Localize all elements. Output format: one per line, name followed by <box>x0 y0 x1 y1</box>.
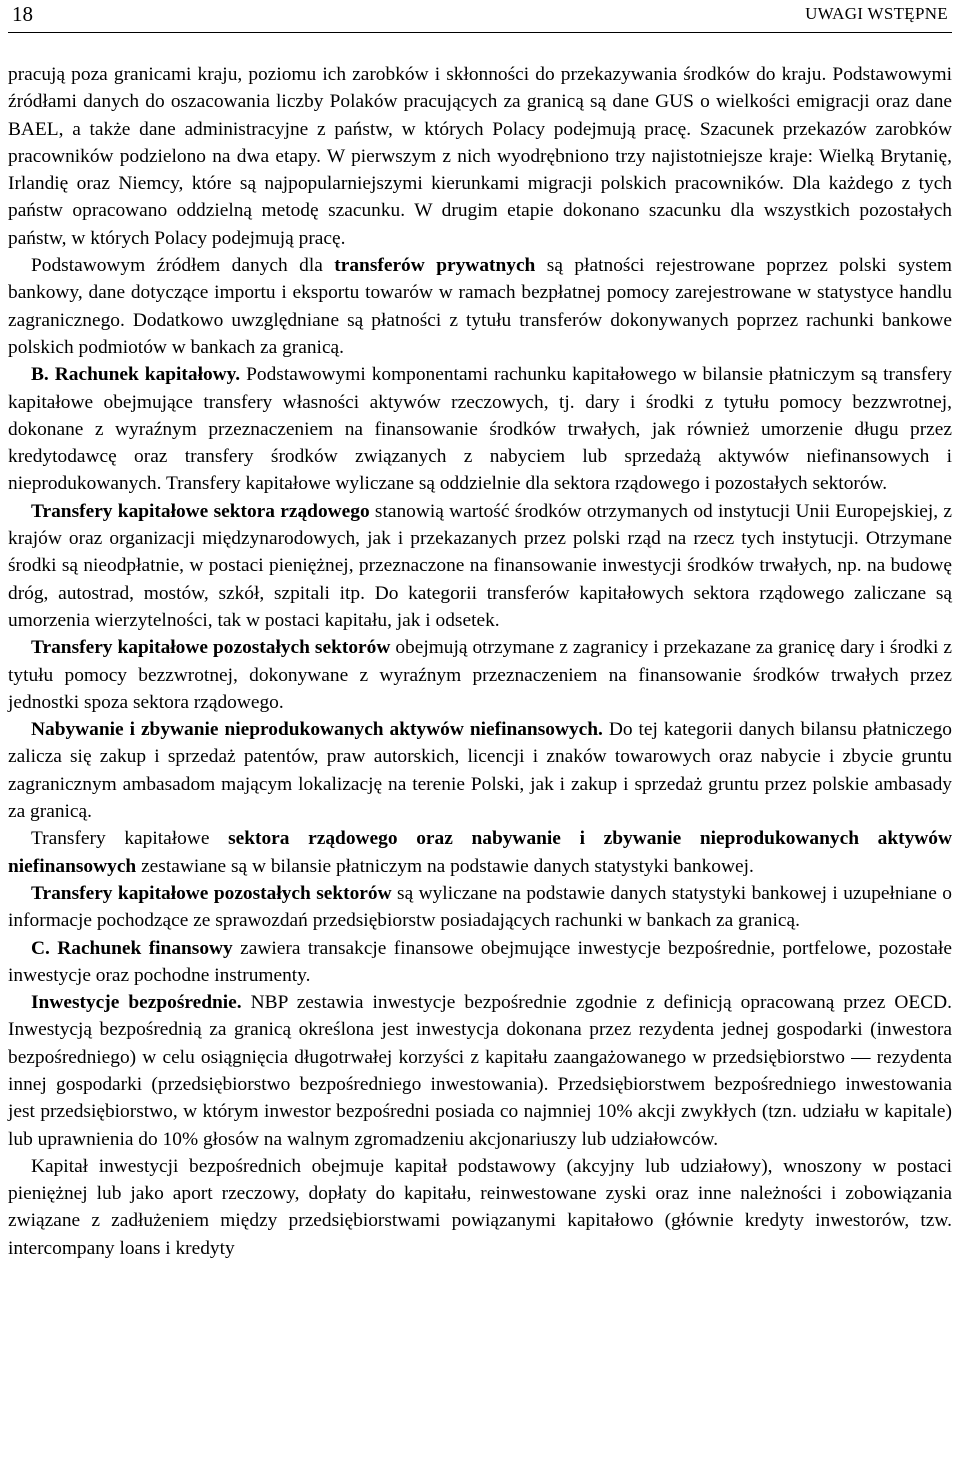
page-header <box>8 0 952 33</box>
paragraph <box>8 61 952 252</box>
text-run: zawiera transakcje finansowe obejmujące inwestycje bezpośrednie, portfelowe, pozostałe inwestycje oraz pochodne instrumenty. <box>8 937 952 986</box>
bold-text: Nabywanie i zbywanie nieprodukowanych aktywów niefinansowych. <box>31 719 603 741</box>
text-run: Podstawowymi komponentami rachunku kapitałowego w bilansie płatniczym są transfery kapitałowe obejmujące transfery własności aktywów rzeczowych, tj. dary i środki z tytułu pomocy bezzwrotnej, dokonane z wyraźnym przeznaczeniem na finansowanie środków trwałych, jak również umorzenie długu przez kredytodawcę oraz transfery środków związanych z nabyciem lub sprzedażą aktywów niefinansowych i nieprodukowanych. Transfery kapitałowe wyliczane są oddzielnie dla sektora rządowego i pozostałych sektorów. <box>8 364 953 495</box>
text-run: Do tej kategorii danych bilansu płatniczego zalicza się zakup i sprzedaż patentów, praw autorskich, licencji i znaków towarowych oraz nabycie i zbycie gruntu zagranicznym ambasadom mającym lokalizację na terenie Polski, jak i zakup i sprzedaż gruntu przez polskie ambasady za granicą. <box>8 719 952 823</box>
bold-text: sektora rządowego oraz nabywanie i zbywanie nieprodukowanych aktywów niefinansowych <box>8 828 952 877</box>
bold-text: Transfery kapitałowe pozostałych sektorów <box>31 882 392 904</box>
bold-text: Inwestycje bezpośrednie. <box>31 992 242 1014</box>
text-run: NBP zestawia inwestycje bezpośrednie zgodnie z definicją opracowaną przez OECD. Inwestycją bezpośrednią za granicą określona jest inwestycja dokonana przez rezydenta jednej gospodarki (inwestora bezpośredniego) w celu osiągnięcia długotrwałej korzyści z kapitału zaangażowanego w przedsiębiorstwo — rezydenta innej gospodarki (przedsiębiorstwo bezpośredniego inwestowania). Przedsiębiorstwem bezpośredniego inwestowania jest przedsiębiorstwo, w którym inwestor bezpośredni posiada co najmniej 10% akcji zwykłych (tzn. udziału w kapitale) lub uprawnienia do 10% głosów na walnym zgromadzeniu akcjonariuszy lub udziałowców. <box>8 992 952 1150</box>
bold-text: transferów prywatnych <box>334 255 536 277</box>
text-run: Transfery kapitałowe <box>31 828 229 850</box>
paragraph <box>8 716 952 825</box>
text-run: są wyliczane na podstawie danych statystyki bankowej i uzupełniane o informacje pochodzące ze sprawozdań przedsiębiorstw posiadających rachunki w bankach za granicą. <box>8 882 952 932</box>
text-run: Kapitał inwestycji bezpośrednich obejmuje kapitał podstawowy (akcyjny lub udziałowy), wnoszony w postaci pieniężnej lub jako aport rzeczowy, dopłaty do kapitału, reinwestowane zyski oraz inne należności i zobowiązania związane z zadłużeniem między przedsiębiorstwami powiązanymi kapitałowo (głównie kredyty inwestorów, tzw. intercompany loans i kredyty <box>8 1155 952 1259</box>
bold-text: B. Rachunek kapitałowy. <box>31 364 241 386</box>
text-run: Podstawowym źródłem danych dla <box>31 255 335 277</box>
body-text <box>8 61 952 1262</box>
running-head: UWAGI WSTĘPNE <box>805 4 948 23</box>
paragraph <box>8 1153 952 1262</box>
paragraph <box>8 361 952 497</box>
paragraph <box>8 935 952 990</box>
paragraph <box>8 252 952 361</box>
text-run: zestawiane są w bilansie płatniczym na podstawie danych statystyki bankowej. <box>136 855 754 877</box>
paragraph <box>8 880 952 935</box>
bold-text: C. Rachunek finansowy <box>31 937 233 959</box>
paragraph <box>8 825 952 880</box>
paragraph <box>8 634 952 716</box>
text-run: obejmują otrzymane z zagranicy i przekazane za granicę dary i środki z tytułu pomocy bezzwrotnej, dokonywane z wyraźnym przeznaczeniem na finansowanie środków trwałych przez jednostki spoza sektora rządowego. <box>8 637 952 713</box>
text-run: pracują poza granicami kraju, poziomu ich zarobków i skłonności do przekazywania środków do kraju. Podstawowymi źródłami danych do oszacowania liczby Polaków pracujących za granicą są dane GUS o wielkości emigracji oraz dane BAEL, a także dane administracyjne z państw, w których Polacy podejmują pracę. Szacunek przekazów zarobków pracowników podzielono na dwa etapy. W pierwszym z nich wyodrębniono trzy najistotniejsze kraje: Wielką Brytanię, Irlandię oraz Niemcy, które są najpopularniejszymi kierunkami migracji polskich pracowników. Dla każdego z tych państw opracowano oddzielną metodę szacunku. W drugim etapie dokonano szacunku dla wszystkich pozostałych państw, w których Polacy podejmują pracę. <box>8 64 952 249</box>
paragraph <box>8 498 952 634</box>
paragraph <box>8 989 952 1153</box>
bold-text: Transfery kapitałowe pozostałych sektorów <box>31 637 391 659</box>
bold-text: Transfery kapitałowe sektora rządowego <box>31 500 370 522</box>
text-run: są płatności rejestrowane poprzez polski system bankowy, dane dotyczące importu i eksportu towarów w ramach bezpłatnej pomocy zarejestrowane w statystyce handlu zagranicznego. Dodatkowo uwzględniane są płatności z tytułu transferów dokonywanych poprzez rachunki bankowe polskich podmiotów w bankach za granicą. <box>8 255 953 358</box>
page-number: 18 <box>12 2 33 26</box>
text-run: stanowią wartość środków otrzymanych od instytucji Unii Europejskiej, z krajów oraz organizacji międzynarodowych, jak i przekazanych przez polski rząd na rzecz tych instytucji. Otrzymane środki są nieodpłatnie, w postaci pieniężnej, przeznaczone na finansowanie inwestycji środków trwałych, np. na budowę dróg, autostrad, mostów, szkół, szpitali itp. Do kategorii transferów kapitałowych sektora rządowego zaliczane są umorzenia wierzytelności, tak w postaci kapitału, jak i odsetek. <box>8 500 952 631</box>
